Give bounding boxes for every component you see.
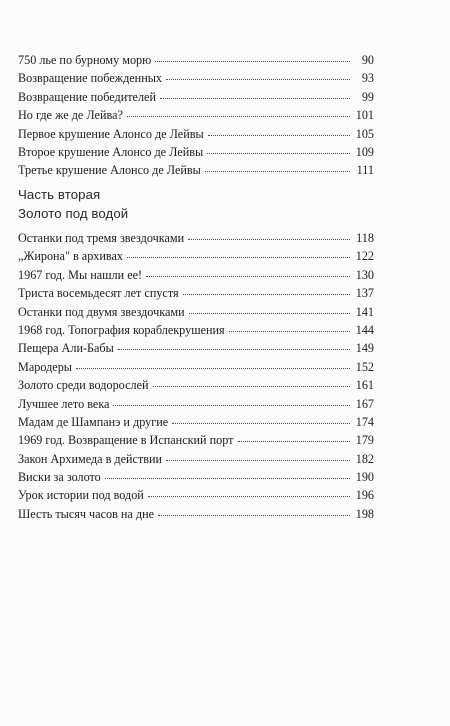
dot-leader xyxy=(166,79,350,80)
toc-entry-page: 137 xyxy=(355,286,374,301)
toc-entry xyxy=(18,161,374,179)
toc-entry xyxy=(18,376,374,394)
toc-entry-page: 111 xyxy=(356,163,374,178)
toc-entry-title: Останки под тремя звездочками xyxy=(18,231,185,245)
dot-leader xyxy=(205,171,350,172)
part-number: Часть вторая xyxy=(18,187,101,202)
toc-entry-page: 90 xyxy=(361,53,374,67)
dot-leader xyxy=(207,153,350,154)
part-title: Золото под водой xyxy=(18,206,129,221)
toc-entry xyxy=(18,247,374,265)
dot-leader xyxy=(76,368,350,369)
toc-entry-page: 152 xyxy=(355,359,374,374)
toc-entry xyxy=(18,229,374,247)
toc-entry-title: Пещера Али-Бабы xyxy=(18,341,114,356)
dot-leader xyxy=(172,423,350,424)
toc-entry-title: Виски за золото xyxy=(18,470,101,485)
toc-entry-page: 167 xyxy=(355,396,374,411)
toc-entry-title: Третье крушение Алонсо де Лейвы xyxy=(18,163,201,178)
dot-leader xyxy=(155,61,350,62)
toc-entry-title: „Жирона" в архивах xyxy=(18,249,124,264)
toc-entry xyxy=(18,106,374,124)
toc-entry-page: 122 xyxy=(355,249,374,264)
toc-entry-title: Закон Архимеда в действии xyxy=(18,451,163,466)
toc-entry-title: Мародеры xyxy=(18,359,72,374)
toc-entry-title: Возвращение победителей xyxy=(18,89,156,104)
toc-entry-page: 144 xyxy=(355,322,374,337)
toc-entry-page: 99 xyxy=(361,89,374,104)
toc-entry xyxy=(18,486,374,504)
toc-entry-page: 161 xyxy=(355,378,374,393)
toc-entry xyxy=(18,303,374,321)
toc-entry-page: 198 xyxy=(355,506,374,521)
dot-leader xyxy=(229,331,350,332)
toc-entry-page: 109 xyxy=(355,144,374,159)
toc-entry-page: 105 xyxy=(355,126,374,141)
toc-entry-title: Но где же де Лейва? xyxy=(18,108,123,123)
toc-entry-page: 190 xyxy=(355,470,374,485)
toc-entry-title: Останки под двумя звездочками xyxy=(18,304,185,319)
toc-entry-title: Лучшее лето века xyxy=(18,396,110,411)
toc-entry-title: 1967 год. Мы нашли ее! xyxy=(18,267,143,282)
toc-entry-title: Второе крушение Алонсо де Лейвы xyxy=(18,144,204,159)
dot-leader xyxy=(113,405,350,406)
dot-leader xyxy=(238,441,350,442)
dot-leader xyxy=(160,98,350,99)
toc-entry-page: 174 xyxy=(355,414,374,429)
toc-entry xyxy=(18,358,374,376)
dot-leader xyxy=(148,496,350,497)
toc-entry-title: Золото среди водорослей xyxy=(18,378,149,393)
toc-entry-page: 101 xyxy=(355,108,374,123)
toc-entry xyxy=(18,125,374,143)
toc-entry-page: 118 xyxy=(356,231,374,245)
toc-entry xyxy=(18,468,374,486)
toc-entry xyxy=(18,395,374,413)
toc-entry-page: 196 xyxy=(355,488,374,503)
toc-entry-page: 149 xyxy=(355,341,374,356)
dot-leader xyxy=(105,478,350,479)
dot-leader xyxy=(146,276,350,277)
dot-leader xyxy=(166,460,350,461)
toc-entry xyxy=(18,51,374,69)
toc-entry xyxy=(18,88,374,106)
dot-leader xyxy=(208,135,350,136)
toc-entry-title: Возвращение побежденных xyxy=(18,71,163,86)
toc-entry-title: 1968 год. Топография кораблекрушения xyxy=(18,322,225,337)
toc-entry-title: 1969 год. Возвращение в Испанский порт xyxy=(18,433,234,448)
toc-entry xyxy=(18,431,374,449)
toc-entry-title: Первое крушение Алонсо де Лейвы xyxy=(18,126,204,141)
toc-entry xyxy=(18,69,374,87)
toc-entry xyxy=(18,266,374,284)
dot-leader xyxy=(183,294,350,295)
dot-leader xyxy=(127,257,350,258)
dot-leader xyxy=(153,386,350,387)
toc-entry xyxy=(18,413,374,431)
toc-entry-title: Триста восемьдесят лет спустя xyxy=(18,286,179,301)
toc-entry xyxy=(18,143,374,161)
toc-entry-page: 179 xyxy=(355,433,374,448)
toc-section-part-one xyxy=(18,51,374,180)
toc-entry xyxy=(18,321,374,339)
dot-leader xyxy=(127,116,350,117)
dot-leader xyxy=(118,349,350,350)
toc-section-part-two xyxy=(18,229,374,523)
dot-leader xyxy=(158,515,350,516)
toc-entry-page: 141 xyxy=(355,304,374,319)
toc-entry xyxy=(18,450,374,468)
toc-entry xyxy=(18,339,374,357)
dot-leader xyxy=(188,239,350,240)
toc-entry xyxy=(18,284,374,302)
toc-entry-title: Мадам де Шампанэ и другие xyxy=(18,414,169,429)
toc-entry-page: 93 xyxy=(361,71,374,86)
part-heading xyxy=(18,185,128,223)
toc-entry-page: 130 xyxy=(355,267,374,282)
toc-entry-title: 750 лье по бурному морю xyxy=(18,53,152,67)
toc-entry xyxy=(18,505,374,523)
dot-leader xyxy=(189,313,350,314)
toc-entry-title: Урок истории под водой xyxy=(18,488,144,503)
toc-entry-title: Шесть тысяч часов на дне xyxy=(18,506,155,521)
toc-entry-page: 182 xyxy=(355,451,374,466)
